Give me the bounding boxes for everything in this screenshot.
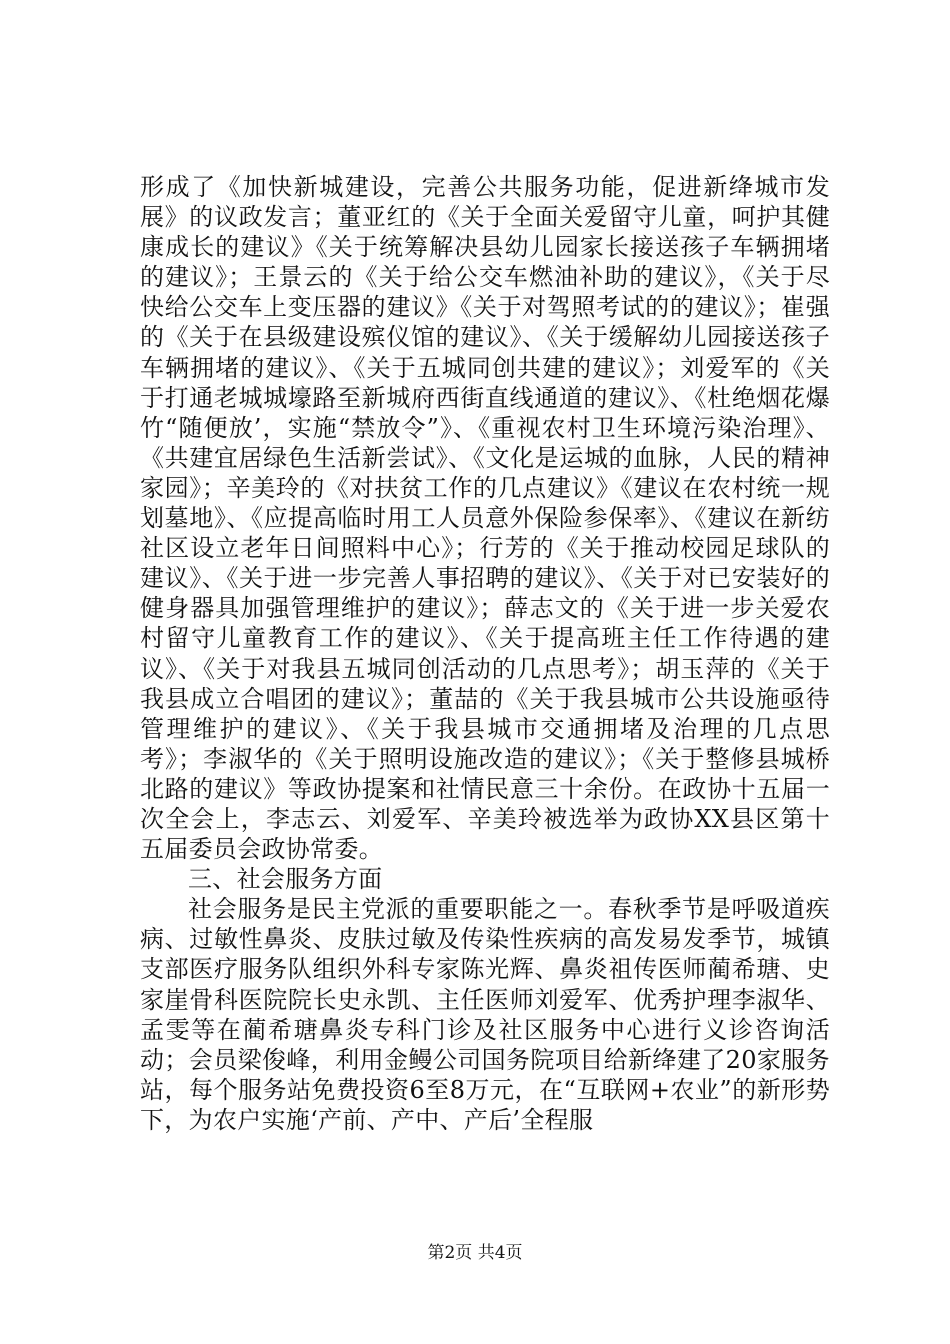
document-body	[140, 172, 830, 1135]
section-heading-social-service: 三、社会服务方面	[188, 865, 383, 894]
paragraph-social-service: 社会服务是民主党派的重要职能之一。春秋季节是呼吸道疾病、过敏性鼻炎、皮肤过敏及传染性疾病的高发易发季节，城镇支部医疗服务队组织外科专家陈光辉、鼻炎祖传医师蔺希瑭、史家崖骨科医院院长史永凯、主任医师刘爱军、优秀护理李淑华、孟雯等在蔺希瑭鼻炎专科门诊及社区服务中心进行义诊咨询活动；会员梁俊峰，利用金鳗公司国务院项目给新绛建了20家服务站，每个服务站免费投资6至8万元，在“互联网+农业”的新形势下，为农户实施‘产前、产中、产后’全程服	[140, 895, 830, 1134]
page-footer	[0, 1243, 950, 1263]
paragraph-proposals-list: 形成了《加快新城建设，完善公共服务功能，促进新绛城市发展》的议政发言；董亚红的《关于全面关爱留守儿童，呵护其健康成长的建议》《关于统筹解决县幼儿园家长接送孩子车辆拥堵的建议》；王景云的《关于给公交车燃油补助的建议》，《关于尽快给公交车上变压器的建议》《关于对驾照考试的的建议》；崔强的《关于在县级建设殡仪馆的建议》、《关于缓解幼儿园接送孩子车辆拥堵的建议》、《关于五城同创共建的建议》；刘爱军的《关于打通老城城壕路至新城府西街直线通道的建议》、《杜绝烟花爆竹“随便放’，实施“禁放令”》、《重视农村卫生环境污染治理》、《共建宜居绿色生活新尝试》、《文化是运城的血脉，人民的精神家园》；辛美玲的《对扶贫工作的几点建议》《建议在农村统一规划墓地》、《应提高临时用工人员意外保险参保率》、《建议在新纺社区设立老年日间照料中心》；行芳的《关于推动校园足球队的建议》、《关于进一步完善人事招聘的建议》、《关于对已安装好的健身器具加强管理维护的建议》；薛志文的《关于进一步关爱农村留守儿童教育工作的建议》、《关于提高班主任工作待遇的建议》、《关于对我县五城同创活动的几点思考》；胡玉萍的《关于我县成立合唱团的建议》；董喆的《关于我县城市公共设施亟待管理维护的建议》、《关于我县城市交通拥堵及治理的几点思考》；李淑华的《关于照明设施改造的建议》；《关于整修县城桥北路的建议》等政协提案和社情民意三十余份。在政协十五届一次全会上，李志云、刘爱军、辛美玲被选举为政协XX县区第十五届委员会政协常委。	[140, 173, 830, 864]
page-number-label: 第2页 共4页	[427, 1243, 523, 1263]
